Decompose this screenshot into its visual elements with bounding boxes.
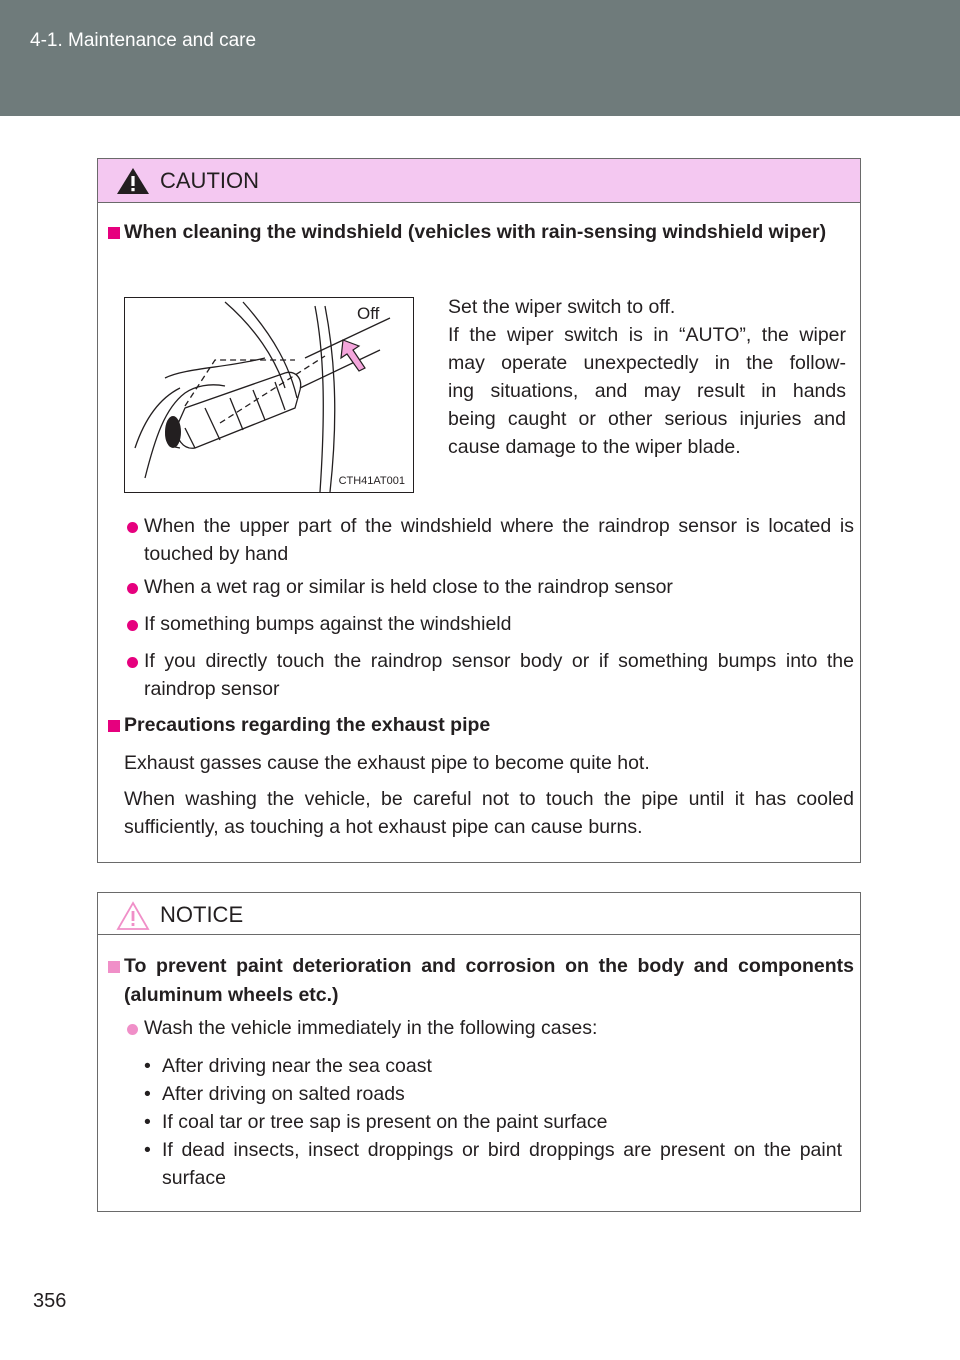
- figure-code: CTH41AT001: [338, 475, 405, 487]
- warning-triangle-icon: [116, 167, 150, 195]
- notice-bullet: Wash the vehicle immediately in the following cases:: [144, 1017, 598, 1039]
- round-bullet-icon: [127, 620, 138, 631]
- notice-case: If coal tar or tree sap is present on the paint surface: [162, 1111, 608, 1133]
- caution-bullet: When a wet rag or similar is held close to the raindrop sensor: [144, 576, 673, 598]
- case-marker: •: [144, 1111, 151, 1133]
- round-bullet-icon: [127, 657, 138, 668]
- case-marker: •: [144, 1055, 151, 1077]
- notice-heading: To prevent paint deterioration and corrosion on the body and components (aluminum wheels etc.): [124, 955, 854, 1006]
- square-bullet-icon: [108, 227, 120, 239]
- wiper-lever-illustration: [125, 298, 413, 492]
- case-marker: •: [144, 1139, 151, 1161]
- instruction-line: ing situations, and may result in hands: [448, 380, 846, 402]
- caution-bullet: If you directly touch the raindrop sensor body or if something bumps into the raindrop sensor: [144, 650, 854, 700]
- notice-box: [97, 892, 861, 1212]
- caution-heading-exhaust: Precautions regarding the exhaust pipe: [124, 714, 491, 736]
- case-marker: •: [144, 1083, 151, 1105]
- notice-case: If dead insects, insect droppings or bird droppings are present on the paint surface: [162, 1139, 842, 1189]
- instruction-line: may operate unexpectedly in the follow-: [448, 352, 846, 374]
- instruction-line: If the wiper switch is in “AUTO”, the wiper: [448, 324, 846, 346]
- notice-triangle-icon: [116, 901, 150, 931]
- instruction-line: being caught or other serious injuries and: [448, 408, 846, 430]
- notice-title-bar: [98, 893, 860, 935]
- exhaust-paragraph: Exhaust gasses cause the exhaust pipe to become quite hot.: [124, 752, 650, 774]
- caution-bullet: If something bumps against the windshield: [144, 613, 512, 635]
- page-number: 356: [33, 1290, 67, 1312]
- caution-bullet: When the upper part of the windshield where the raindrop sensor is located is touched by hand: [144, 515, 854, 565]
- instruction-line: Set the wiper switch to off.: [448, 296, 676, 318]
- notice-title: NOTICE: [160, 902, 244, 927]
- caution-heading-windshield: When cleaning the windshield (vehicles with rain-sensing windshield wiper): [124, 221, 827, 243]
- notice-case: After driving near the sea coast: [162, 1055, 432, 1077]
- round-bullet-icon: [127, 583, 138, 594]
- page-header: [0, 0, 960, 116]
- figure-label-off: Off: [357, 304, 380, 323]
- wiper-switch-figure: [124, 297, 414, 493]
- round-bullet-icon: [127, 1024, 138, 1035]
- round-bullet-icon: [127, 522, 138, 533]
- exhaust-paragraph: When washing the vehicle, be careful not to touch the pipe until it has cooled sufficiently, as touching a hot exhaust pipe can cause burns.: [124, 788, 854, 838]
- notice-case: After driving on salted roads: [162, 1083, 405, 1105]
- instruction-line: cause damage to the wiper blade.: [448, 436, 741, 458]
- caution-box: [97, 158, 861, 863]
- caution-title: CAUTION: [160, 168, 259, 193]
- caution-title-bar: [98, 159, 860, 203]
- square-bullet-icon: [108, 961, 120, 973]
- square-bullet-icon: [108, 720, 120, 732]
- section-title: 4-1. Maintenance and care: [30, 30, 257, 51]
